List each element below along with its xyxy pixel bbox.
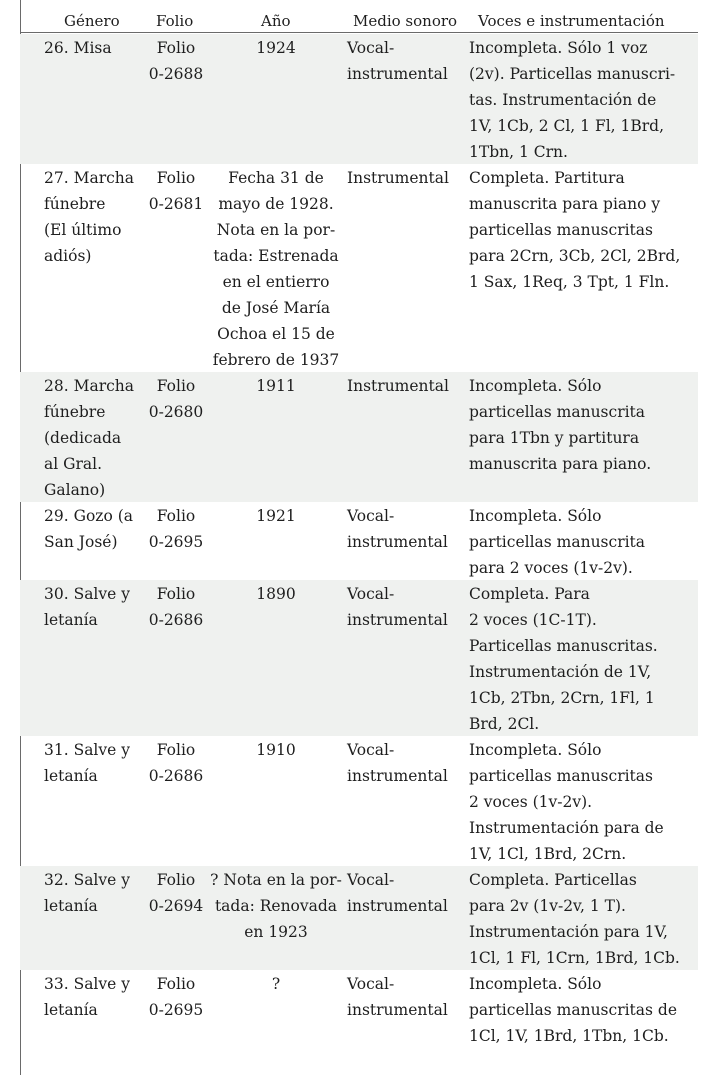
cell-ano-line: ? (271, 975, 281, 993)
cell-folio-line: 0-2688 (148, 65, 204, 83)
cell-ano (208, 866, 344, 945)
cell-medio-sonoro (347, 502, 465, 555)
cell-voces-instrumentacion (469, 164, 697, 295)
cell-genero-line: letanía (44, 897, 98, 915)
cell-genero-line: 28. Marcha (44, 377, 135, 395)
cell-genero-line: letanía (44, 611, 98, 629)
cell-voces-instrumentacion-line: Instrumentación de 1V, (469, 663, 652, 681)
cell-ano-line: tada: Renovada (214, 897, 338, 915)
cell-medio-sonoro-line: Vocal- (347, 741, 395, 759)
cell-genero-line: fúnebre (44, 195, 106, 213)
table-header (20, 0, 698, 32)
cell-voces-instrumentacion-line: Completa. Para (469, 585, 590, 603)
cell-medio-sonoro (347, 34, 465, 87)
cell-medio-sonoro-line: Instrumental (347, 377, 449, 395)
cell-ano (208, 34, 344, 61)
cell-medio-sonoro (347, 970, 465, 1023)
cell-ano-line: 1924 (256, 39, 296, 57)
cell-medio-sonoro-line: instrumental (347, 767, 448, 785)
cell-voces-instrumentacion-line: 1V, 1Cb, 2 Cl, 1 Fl, 1Brd, (469, 117, 665, 135)
cell-voces-instrumentacion (469, 736, 697, 867)
cell-genero-line: 29. Gozo (a (44, 507, 134, 525)
cell-medio-sonoro-line: instrumental (347, 897, 448, 915)
cell-voces-instrumentacion-line: Particellas manuscritas. (469, 637, 658, 655)
cell-ano (208, 372, 344, 399)
cell-voces-instrumentacion-line: particellas manuscrita (469, 403, 646, 421)
cell-ano (208, 580, 344, 607)
cell-ano-line: Fecha 31 de (228, 169, 324, 187)
cell-folio-line: Folio (156, 741, 196, 759)
cell-ano-line: tada: Estrenada (213, 247, 339, 265)
cell-medio-sonoro-line: Vocal- (347, 871, 395, 889)
cell-voces-instrumentacion-line: Completa. Partitura (469, 169, 625, 187)
cell-folio (148, 502, 204, 555)
cell-folio (148, 736, 204, 789)
table-row (20, 502, 698, 580)
cell-ano-line: 1910 (256, 741, 296, 759)
cell-genero-line: 32. Salve y (44, 871, 131, 889)
cell-voces-instrumentacion-line: Incompleta. Sólo (469, 507, 602, 525)
cell-voces-instrumentacion-line: Completa. Particellas (469, 871, 637, 889)
cell-medio-sonoro-line: Vocal- (347, 39, 395, 57)
cell-folio-line: Folio (156, 585, 196, 603)
cell-medio-sonoro (347, 164, 465, 191)
cell-genero-line: al Gral. (44, 455, 103, 473)
cell-folio-line: 0-2694 (148, 897, 204, 915)
cell-medio-sonoro-line: instrumental (347, 1001, 448, 1019)
cell-voces-instrumentacion-line: 1V, 1Cl, 1Brd, 2Crn. (469, 845, 627, 863)
table-row (20, 164, 698, 372)
cell-genero (44, 34, 138, 61)
cell-folio (148, 372, 204, 425)
cell-ano-line: de José María (221, 299, 331, 317)
cell-medio-sonoro-line: instrumental (347, 65, 448, 83)
table-row (20, 372, 698, 502)
cell-voces-instrumentacion-line: 1Tbn, 1 Crn. (469, 143, 568, 161)
cell-folio-line: Folio (156, 39, 196, 57)
cell-folio (148, 866, 204, 919)
cell-genero (44, 736, 138, 789)
cell-genero (44, 866, 138, 919)
cell-voces-instrumentacion-line: 1 Sax, 1Req, 3 Tpt, 1 Fln. (469, 273, 670, 291)
cell-folio-line: Folio (156, 975, 196, 993)
cell-voces-instrumentacion (469, 502, 697, 581)
cell-medio-sonoro-line: Vocal- (347, 507, 395, 525)
table-row (20, 736, 698, 866)
table-row (20, 580, 698, 736)
cell-voces-instrumentacion (469, 372, 697, 477)
cell-ano-line: en 1923 (244, 923, 308, 941)
cell-folio-line: 0-2681 (148, 195, 204, 213)
cell-voces-instrumentacion (469, 580, 697, 737)
cell-folio (148, 580, 204, 633)
cell-ano-line: en el entierro (222, 273, 330, 291)
table-row (20, 866, 698, 970)
header-genero: Género (64, 12, 120, 30)
cell-medio-sonoro-line: Instrumental (347, 169, 449, 187)
cell-genero (44, 164, 138, 269)
cell-voces-instrumentacion-line: 2 voces (1C-1T). (469, 611, 597, 629)
cell-voces-instrumentacion-line: Incompleta. Sólo (469, 377, 602, 395)
cell-folio-line: 0-2686 (148, 767, 204, 785)
cell-voces-instrumentacion-line: Incompleta. Sólo 1 voz (469, 39, 648, 57)
cell-ano-line: 1890 (256, 585, 296, 603)
cell-genero-line: 27. Marcha (44, 169, 135, 187)
cell-genero (44, 580, 138, 633)
cell-voces-instrumentacion-line: particellas manuscrita (469, 533, 646, 551)
cell-ano (208, 502, 344, 529)
table-row (20, 970, 698, 1048)
cell-voces-instrumentacion-line: manuscrita para piano. (469, 455, 652, 473)
cell-voces-instrumentacion-line: para 2v (1v-2v, 1 T). (469, 897, 626, 915)
cell-voces-instrumentacion-line: Brd, 2Cl. (469, 715, 540, 733)
cell-medio-sonoro (347, 866, 465, 919)
cell-genero-line: 31. Salve y (44, 741, 131, 759)
cell-genero-line: San José) (44, 533, 118, 551)
cell-ano (208, 164, 344, 373)
cell-voces-instrumentacion-line: 1Cl, 1 Fl, 1Crn, 1Brd, 1Cb. (469, 949, 680, 967)
cell-folio (148, 34, 204, 87)
cell-folio-line: 0-2686 (148, 611, 204, 629)
cell-medio-sonoro-line: Vocal- (347, 975, 395, 993)
cell-folio (148, 970, 204, 1023)
cell-voces-instrumentacion-line: para 2 voces (1v-2v). (469, 559, 633, 577)
cell-ano-line: Nota en la por- (216, 221, 336, 239)
cell-genero-line: 26. Misa (44, 39, 112, 57)
cell-genero (44, 372, 138, 503)
cell-folio-line: Folio (156, 169, 196, 187)
cell-folio-line: 0-2695 (148, 533, 204, 551)
cell-medio-sonoro-line: instrumental (347, 611, 448, 629)
cell-genero-line: adiós) (44, 247, 92, 265)
cell-voces-instrumentacion (469, 866, 697, 971)
cell-genero-line: letanía (44, 767, 98, 785)
cell-voces-instrumentacion-line: particellas manuscritas (469, 221, 653, 239)
cell-genero (44, 502, 138, 555)
cell-ano-line: 1921 (256, 507, 296, 525)
cell-voces-instrumentacion-line: Incompleta. Sólo (469, 975, 602, 993)
cell-genero (44, 970, 138, 1023)
table-row (20, 34, 698, 164)
cell-medio-sonoro (347, 580, 465, 633)
cell-folio-line: 0-2680 (148, 403, 204, 421)
cell-genero-line: (dedicada (44, 429, 122, 447)
cell-voces-instrumentacion-line: Instrumentación para de (469, 819, 664, 837)
cell-medio-sonoro (347, 736, 465, 789)
table (20, 0, 698, 1075)
cell-voces-instrumentacion-line: manuscrita para piano y (469, 195, 661, 213)
cell-genero-line: letanía (44, 1001, 98, 1019)
cell-voces-instrumentacion-line: para 2Crn, 3Cb, 2Cl, 2Brd, (469, 247, 681, 265)
cell-folio-line: Folio (156, 871, 196, 889)
cell-voces-instrumentacion-line: tas. Instrumentación de (469, 91, 657, 109)
cell-genero-line: 30. Salve y (44, 585, 131, 603)
cell-genero-line: Galano) (44, 481, 106, 499)
header-ano: Año (261, 12, 291, 30)
cell-medio-sonoro (347, 372, 465, 399)
cell-ano-line: Ochoa el 15 de (217, 325, 335, 343)
cell-genero-line: fúnebre (44, 403, 106, 421)
cell-folio-line: 0-2695 (148, 1001, 204, 1019)
cell-voces-instrumentacion-line: 1Cl, 1V, 1Brd, 1Tbn, 1Cb. (469, 1027, 669, 1045)
cell-ano-line: febrero de 1937 (212, 351, 340, 369)
cell-voces-instrumentacion-line: Instrumentación para 1V, (469, 923, 668, 941)
cell-voces-instrumentacion (469, 970, 697, 1049)
header-voces-instrumentacion: Voces e instrumentación (478, 12, 665, 30)
cell-ano (208, 736, 344, 763)
table-body (20, 34, 698, 1048)
cell-voces-instrumentacion-line: 1Cb, 2Tbn, 2Crn, 1Fl, 1 (469, 689, 655, 707)
cell-ano-line: 1911 (256, 377, 296, 395)
cell-medio-sonoro-line: instrumental (347, 533, 448, 551)
cell-voces-instrumentacion-line: para 1Tbn y partitura (469, 429, 640, 447)
cell-voces-instrumentacion-line: particellas manuscritas (469, 767, 653, 785)
cell-genero-line: (El último (44, 221, 122, 239)
header-medio-sonoro: Medio sonoro (353, 12, 458, 30)
cell-genero-line: 33. Salve y (44, 975, 131, 993)
cell-voces-instrumentacion-line: particellas manuscritas de (469, 1001, 678, 1019)
cell-voces-instrumentacion-line: 2 voces (1v-2v). (469, 793, 593, 811)
cell-folio (148, 164, 204, 217)
cell-ano-line: mayo de 1928. (218, 195, 334, 213)
header-folio: Folio (156, 12, 194, 30)
cell-voces-instrumentacion-line: Incompleta. Sólo (469, 741, 602, 759)
cell-ano (208, 970, 344, 997)
cell-medio-sonoro-line: Vocal- (347, 585, 395, 603)
cell-folio-line: Folio (156, 377, 196, 395)
cell-voces-instrumentacion-line: (2v). Particellas manuscri- (469, 65, 676, 83)
cell-ano-line: ? Nota en la por- (210, 871, 342, 889)
cell-folio-line: Folio (156, 507, 196, 525)
cell-voces-instrumentacion (469, 34, 697, 165)
